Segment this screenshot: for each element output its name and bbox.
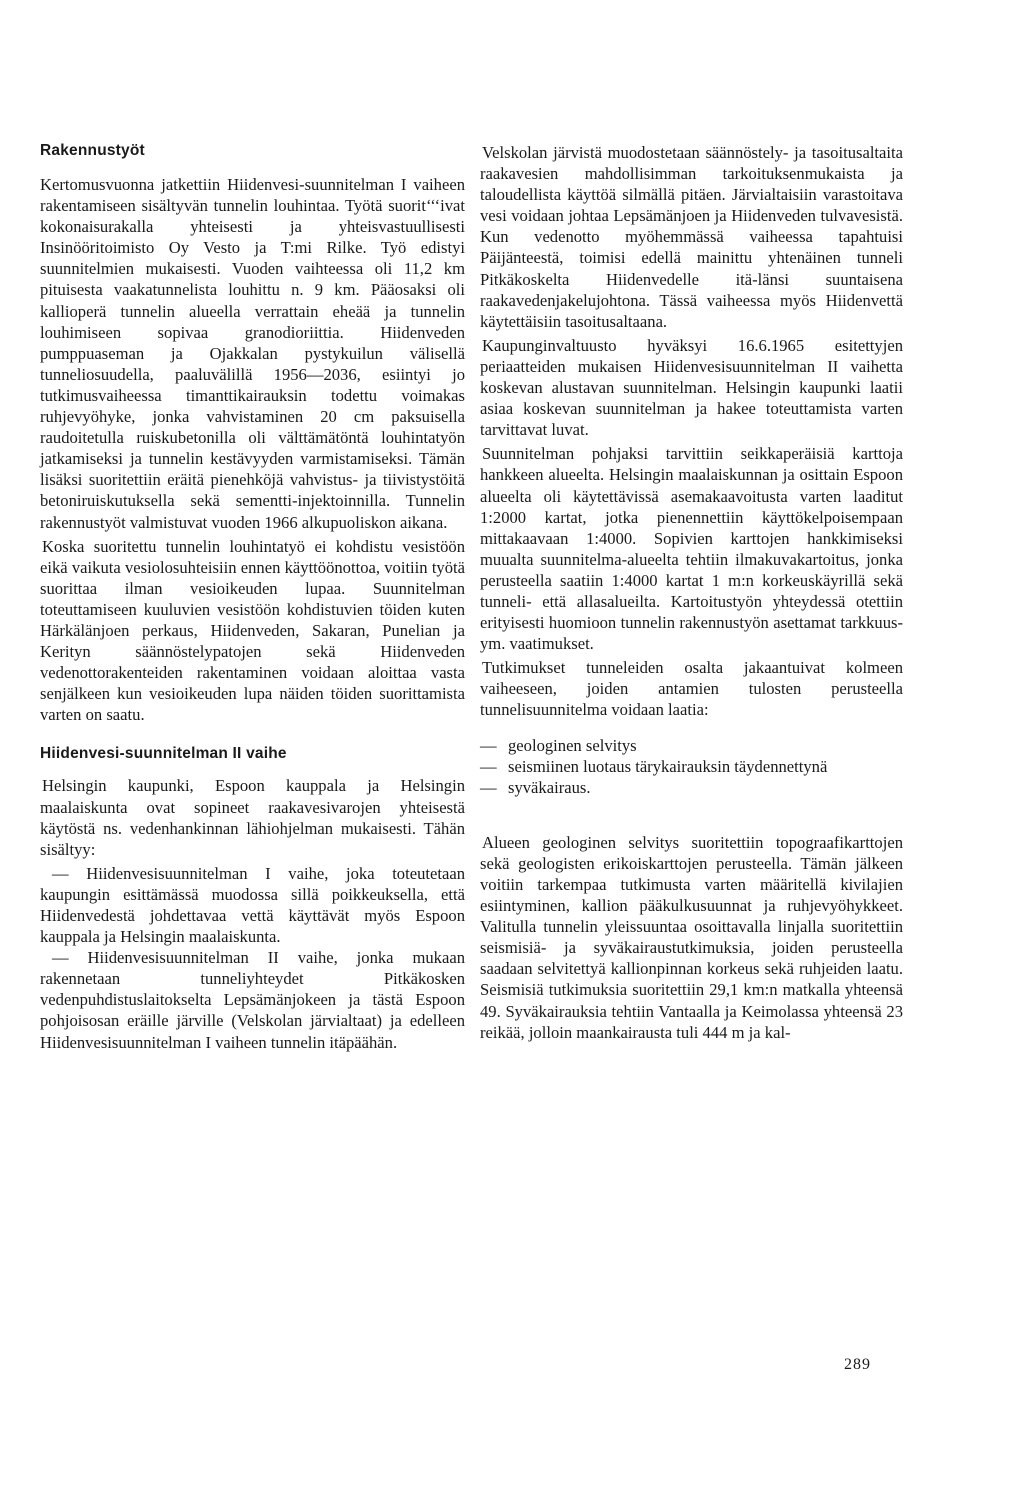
paragraph: Helsingin kaupunki, Espoon kauppala ja Helsingin maalaiskunta ovat sopineet raakavesivarojen yhteisestä käytöstä ns. vedenhankinnan lähiohjelman mukaisesti. Tähän sisältyy: xyxy=(40,776,465,859)
dash-list xyxy=(40,863,465,1053)
research-list xyxy=(480,735,903,798)
paragraph: Tutkimukset tunneleiden osalta jakaantuivat kolmeen vaiheeseen, joiden antamien tulosten perusteella tunnelisuunnitelma voidaan laatia: xyxy=(480,658,903,720)
list-item: — seismiinen luotaus tärykairauksin täydennettynä xyxy=(480,756,903,777)
left-column xyxy=(40,142,465,1056)
section-heading-rakennustyot: Rakennustyöt xyxy=(40,142,145,159)
page-number: 289 xyxy=(844,1356,871,1373)
right-column xyxy=(480,142,903,1046)
paragraph: Koska suoritettu tunnelin louhintatyö ei kohdistu vesistöön eikä vaikuta vesiolosuhteisiin ennen käyttöönottoa, voitiin työtä suorittaa ilman vesioikeuden lupaa. Suunnitelman toteuttamiseen kuuluvien vesistöön kohdistuvien töiden kuten Härkälänjoen perkaus, Hiidenveden, Sakaran, Punelian ja Kerityn säännöstelypatojen sekä Hiidenveden vedenottorakenteiden rakentaminen voidaan aloittaa vasta senjälkeen kun vesioikeuden lupa näiden töiden suorittamista varten on saatu. xyxy=(40,536,465,725)
paragraph: Kaupunginvaltuusto hyväksyi 16.6.1965 esitettyjen periaatteiden mukaisen Hiidenvesisuunnitelman II vaihetta koskevan alustavan suunnitelman. Helsingin kaupunki laatii asiaa koskevan suunnitelman ja hakee toteuttamista varten tarvittavat luvat. xyxy=(480,335,903,440)
list-item: — Hiidenvesisuunnitelman II vaihe, jonka mukaan rakennetaan tunneliyhteydet Pitkäkosken vedenpuhdistuslaitokselta Lepsämänjokeen ja tästä Espoon pohjoisosan eräille järville (Velskolan järvialtaat) ja edelleen Hiidenvesisuunnitelman I vaiheen tunnelin itäpäähän. xyxy=(40,947,465,1052)
list-item: — Hiidenvesisuunnitelman I vaihe, joka toteutetaan kaupungin esittämässä muodossa sillä poikkeuksella, että Hiidenvedestä johdettavaa vettä käyttävät myös Espoon kauppala ja Helsingin maalaiskunta. xyxy=(40,863,465,947)
list-item: — syväkairaus. xyxy=(480,777,903,798)
paragraph: Suunnitelman pohjaksi tarvittiin seikkaperäisiä karttoja hankkeen alueelta. Helsingin maalaiskunnan ja osittain Espoon alueelta oli käytettävissä asemakaavoitusta varten laaditut 1:2000 kartat, jotka pienennettiin käyttökelpoisempaan mittakaavaan 1:4000. Sopivien karttojen hankkimiseksi muualta suunnitelma-alueelta tehtiin ilmakuvakartoitus, jonka perusteella saatiin 1:4000 kartat 1 m:n korkeuskäyrillä sekä tunneli- että allasalueilta. Kartoitustyön yhteydessä otettiin erityisesti huomioon tunnelin rakennustyön asettamat tarkkuus- ym. vaatimukset. xyxy=(480,444,903,654)
list-item: — geologinen selvitys xyxy=(480,735,903,756)
paragraph: Velskolan järvistä muodostetaan säännöstely- ja tasoitusaltaita raakavesien mahdollisimman tarkoituksenmukaista ja taloudellista käyttöä silmällä pitäen. Järvialtaisiin varastoitava vesi voidaan johtaa Lepsämänjoen ja Hiidenveden tulvavesistä. Kun vedenotto myöhemmässä vaiheessa tapahtuisi Päijänteestä, toimisi edellä mainittu yhtenäinen tunneli Pitkäkoskelta Hiidenvedelle itä-länsi suuntaisena raakavedenjakelujohtona. Tässä vaiheessa myös Hiidenvettä käytettäisiin tasoitusaltaana. xyxy=(480,143,903,331)
paragraph: Kertomusvuonna jatkettiin Hiidenvesi-suunnitelman I vaiheen rakentamiseen sisältyvän tunnelin louhintaa. Työtä suorit‘‘‘ivat kokonaisurakalla yhteisesti ja yhteisvastuullisesti Insinööritoimisto Oy Vesto ja T:mi Rilke. Työ edistyi suunnitelmien mukaisesti. Vuoden vaihteessa oli 11,2 km pituisesta vaakatunnelista louhittu n. 9 km. Pääosaksi oli kallioperä tunnelin alueella verrattain eheää ja tunnelin louhimiseen sopivaa granodioriittia. Hiidenveden pumppuaseman ja Ojakkalan pystykuilun välisellä tunneliosuudella, paaluvälillä 1956—2036, esiintyi jo tutkimusvaiheessa timanttikairauksin todettu voimakas ruhjevyöhyke, jonka vahvistaminen 20 cm paksuisella raudoitetulla ruiskubetonilla oli välttämätöntä louhintatyön jatkamiseksi ja tunnelin kestävyyden varmistamiseksi. Tämän lisäksi suoritettiin eräitä pienehköjä vahvistus- ja tiivistystöitä betoniruiskutuksella sekä sementti-injektoinnilla. Tunnelin rakennustyöt valmistuvat vuoden 1966 alkupuoliskon aikana. xyxy=(40,175,465,532)
paragraph: Alueen geologinen selvitys suoritettiin topograafikarttojen sekä geologisten erikoiskarttojen perusteella. Tämän jälkeen voitiin tarkempaa tutkimusta varten määritellä kivilajien esiintyminen, kallion pääkulkusuunnat ja ruhjevyöhykkeet. Valitulla tunnelin yleissuuntaa osoittavalla linjalla suoritettiin seismisiä- ja syväkairaustutkimuksia, joiden perusteella saadaan selvitettyä kallionpinnan korkeus sekä ruhjeiden laatu. Seismisiä tutkimuksia suoritettiin 29,1 km:n matkalla yhteensä 49. Syväkairauksia tehtiin Vantaalla ja Keimolassa yhteensä 23 reikää, jolloin maankairausta tuli 444 m ja kal- xyxy=(480,832,903,1042)
section-heading-phase-two: Hiidenvesi-suunnitelman II vaihe xyxy=(40,745,287,763)
